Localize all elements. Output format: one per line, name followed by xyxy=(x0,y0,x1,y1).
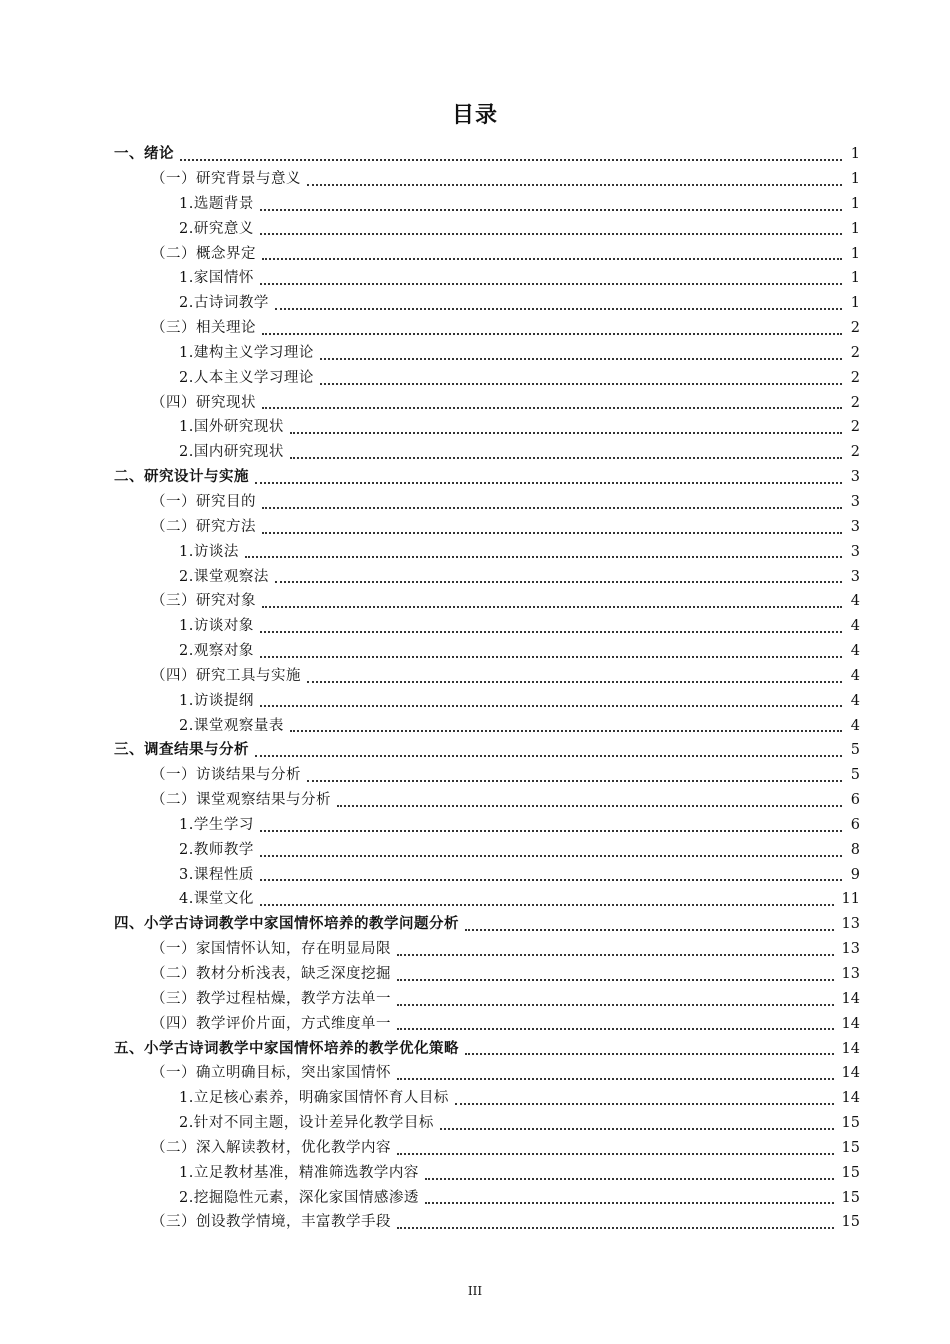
toc-dot-leader xyxy=(275,580,842,583)
toc-dot-leader xyxy=(262,531,842,534)
toc-entry-page-number: 2 xyxy=(850,444,860,461)
toc-entry-label: （二）深入解读教材，优化教学内容 xyxy=(151,1139,391,1156)
toc-dot-leader xyxy=(290,431,842,434)
toc-dot-leader xyxy=(455,1102,834,1105)
toc-entry-page-number: 3 xyxy=(850,493,860,510)
page-number-footer: III xyxy=(467,1284,483,1298)
toc-dot-leader xyxy=(465,928,834,931)
toc-entry-page-number: 4 xyxy=(850,717,860,734)
toc-entry-page-number: 1 xyxy=(850,171,860,188)
toc-dot-leader xyxy=(180,158,842,161)
toc-entry-level-3[interactable] xyxy=(114,813,860,838)
toc-dot-leader xyxy=(290,456,842,459)
toc-dot-leader xyxy=(320,382,842,385)
toc-dot-leader xyxy=(307,779,842,782)
toc-entry-level-3[interactable] xyxy=(114,564,860,589)
toc-entry-level-2[interactable] xyxy=(114,515,860,540)
toc-entry-page-number: 15 xyxy=(841,1115,860,1132)
toc-entry-page-number: 5 xyxy=(850,742,860,759)
toc-entry-label: （三）相关理论 xyxy=(151,320,256,337)
toc-entry-page-number: 8 xyxy=(850,841,860,858)
toc-entry-level-3[interactable] xyxy=(114,366,860,391)
toc-entry-label: 2.研究意义 xyxy=(179,220,254,237)
toc-dot-leader xyxy=(262,257,842,260)
toc-entry-level-3[interactable] xyxy=(114,341,860,366)
toc-entry-label: （四）研究现状 xyxy=(151,394,256,411)
toc-dot-leader xyxy=(425,1177,834,1180)
toc-entry-label: 4.课堂文化 xyxy=(179,891,254,908)
toc-entry-level-3[interactable] xyxy=(114,217,860,242)
toc-entry-label: 2.挖掘隐性元素，深化家国情感渗透 xyxy=(179,1189,419,1206)
toc-entry-page-number: 14 xyxy=(841,1040,860,1057)
toc-dot-leader xyxy=(320,357,842,360)
toc-entry-page-number: 9 xyxy=(850,866,860,883)
toc-entry-page-number: 14 xyxy=(841,1065,860,1082)
toc-entry-page-number: 1 xyxy=(850,270,860,287)
toc-entry-level-2[interactable] xyxy=(114,390,860,415)
toc-entry-label: （四）教学评价片面，方式维度单一 xyxy=(151,1015,391,1032)
toc-entry-level-1[interactable] xyxy=(114,738,860,763)
toc-entry-label: 2.观察对象 xyxy=(179,643,254,660)
toc-entry-level-2[interactable] xyxy=(114,1012,860,1037)
toc-entry-page-number: 2 xyxy=(850,419,860,436)
toc-dot-leader xyxy=(260,208,842,211)
toc-entry-label: （一）家国情怀认知，存在明显局限 xyxy=(151,941,391,958)
toc-entry-level-3[interactable] xyxy=(114,1086,860,1111)
toc-entry-level-3[interactable] xyxy=(114,689,860,714)
toc-entry-level-2[interactable] xyxy=(114,589,860,614)
toc-entry-page-number: 3 xyxy=(850,568,860,585)
toc-entry-page-number: 1 xyxy=(850,195,860,212)
toc-dot-leader xyxy=(290,729,842,732)
toc-entry-label: 2.人本主义学习理论 xyxy=(179,369,314,386)
toc-entry-page-number: 2 xyxy=(850,369,860,386)
toc-entry-label: 1.立足核心素养，明确家国情怀育人目标 xyxy=(179,1090,449,1107)
toc-entry-page-number: 1 xyxy=(850,220,860,237)
toc-entry-level-3[interactable] xyxy=(114,614,860,639)
toc-dot-leader xyxy=(260,903,834,906)
toc-entry-label: 2.课堂观察法 xyxy=(179,568,269,585)
toc-entry-page-number: 14 xyxy=(841,1015,860,1032)
toc-entry-level-1[interactable] xyxy=(114,142,860,167)
toc-entry-label: （三）研究对象 xyxy=(151,593,256,610)
toc-entry-page-number: 5 xyxy=(850,767,860,784)
toc-entry-page-number: 1 xyxy=(850,146,860,163)
toc-entry-label: 2.课堂观察量表 xyxy=(179,717,284,734)
toc-entry-level-3[interactable] xyxy=(114,887,860,912)
toc-entry-level-3[interactable] xyxy=(114,291,860,316)
toc-dot-leader xyxy=(307,680,842,683)
toc-entry-label: 一、绪论 xyxy=(114,146,174,163)
toc-entry-label: 1.访谈法 xyxy=(179,543,239,560)
toc-dot-leader xyxy=(397,1226,834,1229)
toc-dot-leader xyxy=(262,406,842,409)
toc-entry-page-number: 13 xyxy=(841,966,860,983)
toc-entry-page-number: 3 xyxy=(850,469,860,486)
toc-dot-leader xyxy=(275,307,842,310)
toc-entry-page-number: 15 xyxy=(841,1164,860,1181)
toc-entry-level-2[interactable] xyxy=(114,937,860,962)
toc-dot-leader xyxy=(337,804,842,807)
toc-entry-level-3[interactable] xyxy=(114,440,860,465)
toc-entry-level-3[interactable] xyxy=(114,540,860,565)
toc-entry-label: （二）教材分析浅表，缺乏深度挖掘 xyxy=(151,966,391,983)
toc-entry-page-number: 2 xyxy=(850,320,860,337)
toc-dot-leader xyxy=(260,854,842,857)
page-title: 目录 xyxy=(451,103,498,128)
toc-entry-level-2[interactable] xyxy=(114,763,860,788)
toc-entry-level-3[interactable] xyxy=(114,1185,860,1210)
toc-entry-level-2[interactable] xyxy=(114,788,860,813)
toc-entry-label: 三、调查结果与分析 xyxy=(114,742,249,759)
toc-entry-page-number: 14 xyxy=(841,990,860,1007)
toc-entry-label: 2.古诗词教学 xyxy=(179,295,269,312)
toc-entry-label: （四）研究工具与实施 xyxy=(151,667,301,684)
toc-entry-page-number: 14 xyxy=(841,1090,860,1107)
toc-entry-label: （一）访谈结果与分析 xyxy=(151,767,301,784)
toc-entry-label: （三）创设教学情境，丰富教学手段 xyxy=(151,1214,391,1231)
toc-entry-level-1[interactable] xyxy=(114,912,860,937)
toc-entry-label: 1.建构主义学习理论 xyxy=(179,344,314,361)
toc-entry-level-3[interactable] xyxy=(114,1161,860,1186)
toc-dot-leader xyxy=(397,1027,834,1030)
toc-entry-page-number: 2 xyxy=(850,394,860,411)
toc-entry-label: （二）概念界定 xyxy=(151,245,256,262)
toc-entry-label: （二）研究方法 xyxy=(151,518,256,535)
toc-entry-page-number: 15 xyxy=(841,1189,860,1206)
toc-dot-leader xyxy=(397,1003,834,1006)
toc-entry-level-3[interactable] xyxy=(114,1111,860,1136)
toc-entry-label: 二、研究设计与实施 xyxy=(114,469,249,486)
toc-entry-page-number: 3 xyxy=(850,543,860,560)
toc-entry-page-number: 6 xyxy=(850,816,860,833)
toc-dot-leader xyxy=(245,555,842,558)
toc-entry-level-3[interactable] xyxy=(114,862,860,887)
toc-entry-label: （一）确立明确目标，突出家国情怀 xyxy=(151,1065,391,1082)
toc-entry-label: （一）研究背景与意义 xyxy=(151,171,301,188)
toc-dot-leader xyxy=(262,332,842,335)
toc-entry-label: 3.课程性质 xyxy=(179,866,254,883)
toc-dot-leader xyxy=(397,978,834,981)
toc-dot-leader xyxy=(425,1201,834,1204)
toc-entry-page-number: 4 xyxy=(850,692,860,709)
toc-entry-page-number: 4 xyxy=(850,593,860,610)
toc-dot-leader xyxy=(260,878,842,881)
toc-dot-leader xyxy=(440,1127,834,1130)
toc-entry-label: 1.学生学习 xyxy=(179,816,254,833)
toc-dot-leader xyxy=(397,1152,834,1155)
toc-dot-leader xyxy=(260,282,842,285)
toc-dot-leader xyxy=(397,1077,834,1080)
toc-entry-level-1[interactable] xyxy=(114,465,860,490)
toc-entry-page-number: 6 xyxy=(850,792,860,809)
toc-dot-leader xyxy=(260,829,842,832)
toc-entry-level-3[interactable] xyxy=(114,415,860,440)
toc-entry-label: 1.访谈对象 xyxy=(179,618,254,635)
toc-dot-leader xyxy=(262,506,842,509)
toc-entry-label: （二）课堂观察结果与分析 xyxy=(151,792,331,809)
toc-entry-label: 2.国内研究现状 xyxy=(179,444,284,461)
toc-entry-label: 1.立足教材基准，精准筛选教学内容 xyxy=(179,1164,419,1181)
toc-entry-page-number: 15 xyxy=(841,1214,860,1231)
table-of-contents xyxy=(114,142,860,1235)
toc-entry-label: 1.访谈提纲 xyxy=(179,692,254,709)
toc-entry-label: 2.针对不同主题，设计差异化教学目标 xyxy=(179,1115,434,1132)
toc-entry-page-number: 13 xyxy=(841,941,860,958)
toc-entry-level-2[interactable] xyxy=(114,987,860,1012)
toc-entry-level-3[interactable] xyxy=(114,838,860,863)
toc-entry-page-number: 15 xyxy=(841,1139,860,1156)
toc-entry-page-number: 4 xyxy=(850,643,860,660)
toc-entry-label: 1.国外研究现状 xyxy=(179,419,284,436)
toc-entry-label: 四、小学古诗词教学中家国情怀培养的教学问题分析 xyxy=(114,916,459,933)
toc-dot-leader xyxy=(255,481,842,484)
toc-entry-level-2[interactable] xyxy=(114,1136,860,1161)
toc-entry-level-2[interactable] xyxy=(114,962,860,987)
toc-entry-level-2[interactable] xyxy=(114,664,860,689)
toc-entry-level-2[interactable] xyxy=(114,167,860,192)
toc-entry-level-2[interactable] xyxy=(114,1061,860,1086)
toc-entry-level-2[interactable] xyxy=(114,1210,860,1235)
toc-entry-label: 2.教师教学 xyxy=(179,841,254,858)
toc-dot-leader xyxy=(255,754,842,757)
toc-entry-page-number: 4 xyxy=(850,618,860,635)
toc-entry-level-2[interactable] xyxy=(114,316,860,341)
toc-dot-leader xyxy=(262,605,842,608)
toc-entry-label: 1.家国情怀 xyxy=(179,270,254,287)
toc-dot-leader xyxy=(260,232,842,235)
toc-dot-leader xyxy=(260,655,842,658)
toc-entry-level-3[interactable] xyxy=(114,639,860,664)
toc-entry-label: （三）教学过程枯燥，教学方法单一 xyxy=(151,990,391,1007)
toc-entry-page-number: 11 xyxy=(841,891,860,908)
toc-entry-label: （一）研究目的 xyxy=(151,493,256,510)
toc-entry-level-3[interactable] xyxy=(114,266,860,291)
toc-dot-leader xyxy=(397,953,834,956)
toc-entry-page-number: 3 xyxy=(850,518,860,535)
toc-entry-label: 1.选题背景 xyxy=(179,195,254,212)
toc-entry-page-number: 2 xyxy=(850,344,860,361)
toc-entry-label: 五、小学古诗词教学中家国情怀培养的教学优化策略 xyxy=(114,1040,459,1057)
toc-dot-leader xyxy=(465,1052,834,1055)
toc-entry-page-number: 1 xyxy=(850,295,860,312)
toc-dot-leader xyxy=(307,183,842,186)
toc-entry-level-3[interactable] xyxy=(114,192,860,217)
toc-entry-level-1[interactable] xyxy=(114,1036,860,1061)
toc-dot-leader xyxy=(260,704,842,707)
toc-entry-page-number: 4 xyxy=(850,667,860,684)
toc-entry-level-3[interactable] xyxy=(114,713,860,738)
toc-entry-level-2[interactable] xyxy=(114,490,860,515)
toc-entry-page-number: 13 xyxy=(841,916,860,933)
toc-entry-level-2[interactable] xyxy=(114,241,860,266)
toc-entry-page-number: 1 xyxy=(850,245,860,262)
toc-dot-leader xyxy=(260,630,842,633)
